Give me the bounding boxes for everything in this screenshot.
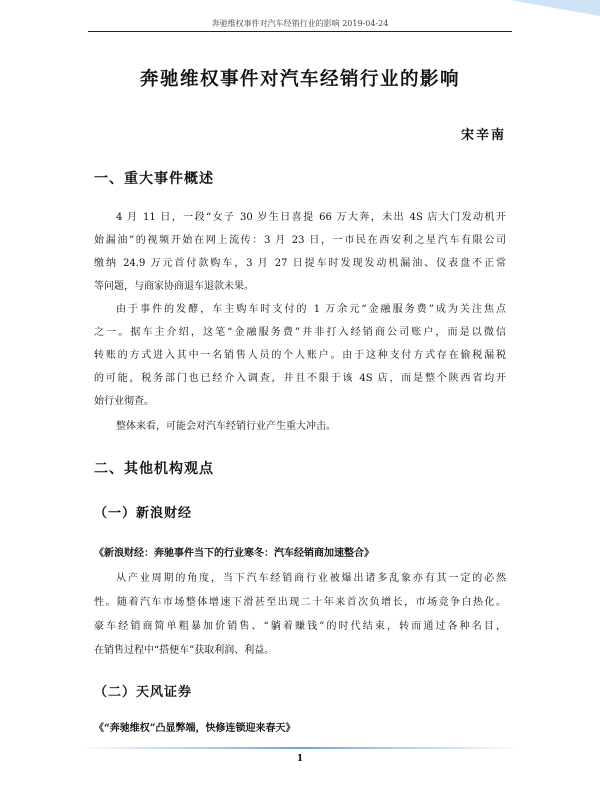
paragraph-line: 始漏油”的视频开始在网上流传：3 月 23 日，一市民在西安利之星汽车有限公司 <box>94 235 506 246</box>
header-divider <box>88 31 512 32</box>
header-corner-decoration <box>510 0 600 16</box>
paragraph-line: 整体来看，可能会对汽车经销行业产生重大冲击。 <box>116 421 336 432</box>
section-heading-other-views: 二、其他机构观点 <box>94 461 214 477</box>
paragraph-line: 豪车经销商简单粗暴加价销售、“躺着赚钱”的时代结束，转而通过各种名目， <box>94 621 506 632</box>
article-title-quote: 《新浪财经：奔驰事件当下的行业寒冬：汽车经销商加速整合》 <box>94 548 374 559</box>
paragraph-line: 在销售过程中“搭便车”获取利润、利益。 <box>94 645 275 656</box>
paragraph-line: 之一。据车主介绍，这笔“金融服务费”并非打入经销商公司账户，而是以微信 <box>94 327 506 338</box>
subsection-heading-tianfeng: （二）天风证券 <box>94 685 193 700</box>
section-heading-overview: 一、重大事件概述 <box>94 171 214 187</box>
running-header: 奔驰维权事件对汽车经销行业的影响 2019-04-24 <box>211 19 389 28</box>
paragraph-line: 缴纳 24.9 万元首付款购车，3 月 27 日提车时发现发动机漏油、仪表盘不正常 <box>94 258 506 269</box>
paragraph-line: 性。随着汽车市场整体增速下滑甚至出现二十年来首次负增长，市场竞争白热化。 <box>94 597 506 608</box>
paragraph-line: 的可能，税务部门也已经介入调查，并且不限于该 4S 店，而是整个陕西省均开 <box>94 373 506 384</box>
document-author: 宋辛南 <box>460 128 506 143</box>
page-number: 1 <box>296 754 304 764</box>
paragraph-line: 由于事件的发酵，车主购车时支付的 1 万余元“金融服务费”成为关注焦点 <box>116 304 506 315</box>
paragraph-line: 始行业彻查。 <box>94 396 154 407</box>
paragraph-line: 4 月 11 日，一段“女子 30 岁生日喜提 66 万大奔，未出 4S 店大门发动机开 <box>116 212 506 223</box>
paragraph-line: 转账的方式进入其中一名销售人员的个人账户。由于这种支付方式存在偷税漏税 <box>94 350 506 361</box>
subsection-heading-sina: （一）新浪财经 <box>94 506 193 521</box>
paragraph-line: 从产业周期的角度，当下汽车经销商行业被爆出诸多乱象亦有其一定的必然 <box>116 573 506 584</box>
footer-divider <box>78 747 522 749</box>
paragraph-line: 等问题，与商家协商退车退款未果。 <box>94 281 254 292</box>
article-title-quote: 《“奔驰维权”凸显弊端，快修连锁迎来春天》 <box>94 723 296 734</box>
document-title: 奔驰维权事件对汽车经销行业的影响 <box>139 69 460 90</box>
